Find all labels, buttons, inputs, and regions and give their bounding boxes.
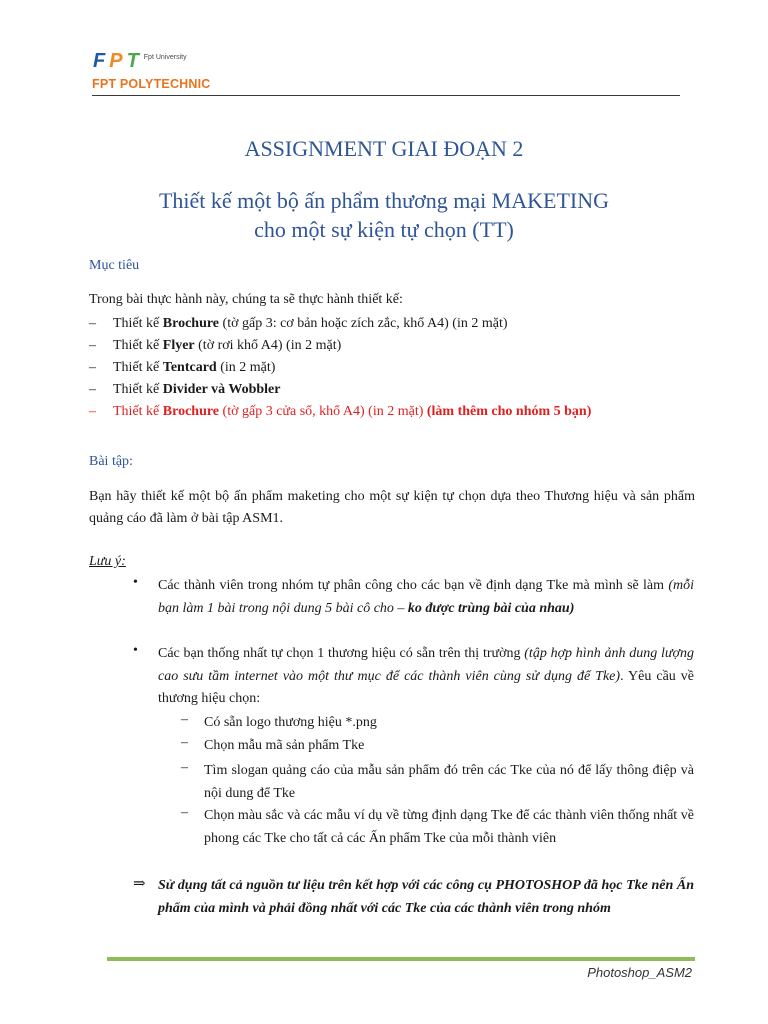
- objective-item: [89, 313, 508, 335]
- item-bold: Tentcard: [162, 360, 217, 375]
- item-text: (tờ gấp 3 cửa sổ, khổ A4) (in 2 mặt): [219, 404, 427, 419]
- note-bold: ko được trùng bài của nhau): [407, 600, 575, 616]
- footer-label: Photoshop_ASM2: [587, 965, 692, 980]
- item-text: (tờ rơi khổ A4) (in 2 mặt): [194, 338, 342, 353]
- item-bold: Flyer: [162, 338, 195, 353]
- note-text: Các thành viên trong nhóm tự phân công cho các bạn về định dạng Tke mà mình sẽ làm: [158, 578, 669, 593]
- item-text: Thiết kế: [113, 382, 163, 397]
- logo-letter-t: T: [126, 50, 139, 72]
- fpt-logo: [92, 47, 187, 71]
- dash-marker: –: [89, 382, 96, 397]
- dash-marker: –: [89, 404, 96, 419]
- note-text: . Yêu cầu về thương hiệu chọn:: [158, 668, 694, 706]
- subtitle-line-1: Thiết kế một bộ ấn phẩm thương mại MAKETING: [158, 188, 610, 213]
- item-text: (tờ gấp 3: cơ bản hoặc zích zắc, khổ A4) (in 2 mặt): [219, 316, 508, 331]
- item-bold: Divider và Wobbler: [162, 382, 281, 397]
- objective-intro: Trong bài thực hành này, chúng ta sẽ thực hành thiết kế:: [89, 292, 403, 307]
- note-item-1: [158, 575, 694, 620]
- objective-item-extra: [89, 401, 591, 423]
- brand-name: FPT POLYTECHNIC: [92, 77, 211, 91]
- sub-dash: –: [181, 712, 188, 727]
- subtitle-line-2: cho một sự kiện tự chọn (TT): [254, 217, 514, 242]
- assignment-title: ASSIGNMENT GIAI ĐOẠN 2: [244, 136, 524, 161]
- note-italic: (mỗi bạn làm 1 bài trong nội dung 5 bài cô cho –: [158, 578, 694, 616]
- dash-marker: –: [89, 338, 96, 353]
- sub-item: Tìm slogan quảng cáo của mẫu sản phẩm đó trên các Tke của nó để lấy thông điệp và nội dung để Tke: [204, 763, 694, 801]
- sub-dash: –: [181, 760, 188, 775]
- item-text: Thiết kế: [113, 360, 163, 375]
- header-divider: [92, 95, 680, 96]
- item-text: Thiết kế: [113, 338, 163, 353]
- objective-item: [89, 379, 280, 401]
- exercise-heading: Bài tập:: [89, 454, 133, 469]
- objective-item: [89, 357, 275, 379]
- sub-item: Có sẵn logo thương hiệu *.png: [204, 715, 377, 730]
- item-text: Thiết kế: [113, 316, 163, 331]
- dash-marker: –: [89, 360, 96, 375]
- assignment-subtitle: [0, 186, 768, 244]
- bullet-marker: •: [133, 643, 138, 658]
- footer-divider: [107, 957, 695, 961]
- note-text: Các bạn thống nhất tự chọn 1 thương hiệu có sẵn trên thị trường: [158, 646, 525, 661]
- conclusion-text: Sử dụng tất cả nguồn tư liệu trên kết hợp với các công cụ PHOTOSHOP đã học Tke nên Ấn phẩm của mình và phải đồng nhất với các Tke của các thành viên trong nhóm: [158, 878, 694, 916]
- sub-dash: –: [181, 735, 188, 750]
- note-item-2: [158, 643, 694, 711]
- notes-heading: Lưu ý:: [89, 554, 126, 569]
- arrow-marker: ⇒: [133, 876, 146, 892]
- logo-letter-f: F: [93, 50, 106, 72]
- item-text: Thiết kế: [113, 404, 163, 419]
- exercise-text: Bạn hãy thiết kế một bộ ấn phẩm maketing cho một sự kiện tự chọn dựa theo Thương hiệu và sản phẩm quảng cáo đã làm ở bài tập ASM1.: [89, 489, 695, 526]
- sub-dash: –: [181, 805, 188, 820]
- logo-letter-p: P: [109, 50, 123, 72]
- objective-heading: Mục tiêu: [89, 258, 140, 273]
- objective-item: [89, 335, 341, 357]
- sub-item: Chọn màu sắc và các mẫu ví dụ về từng định dạng Tke để các thành viên thống nhất về phong các Tke cho tất cả các Ấn phẩm Tke của mỗi thành viên: [204, 808, 694, 846]
- item-bold: Brochure: [162, 316, 220, 331]
- item-bold-note: (làm thêm cho nhóm 5 bạn): [426, 404, 592, 419]
- bullet-marker: •: [133, 575, 138, 590]
- item-bold: Brochure: [162, 404, 220, 419]
- note-italic: (tập hợp hình ảnh dung lượng cao sưu tầm internet vào một thư mục để các thành viên cùng sử dụng để Tke): [158, 646, 694, 684]
- dash-marker: –: [89, 316, 96, 331]
- logo-tagline: Fpt University: [143, 54, 187, 61]
- sub-item: Chọn mẫu mã sản phẩm Tke: [204, 738, 365, 753]
- item-text: (in 2 mặt): [216, 360, 276, 375]
